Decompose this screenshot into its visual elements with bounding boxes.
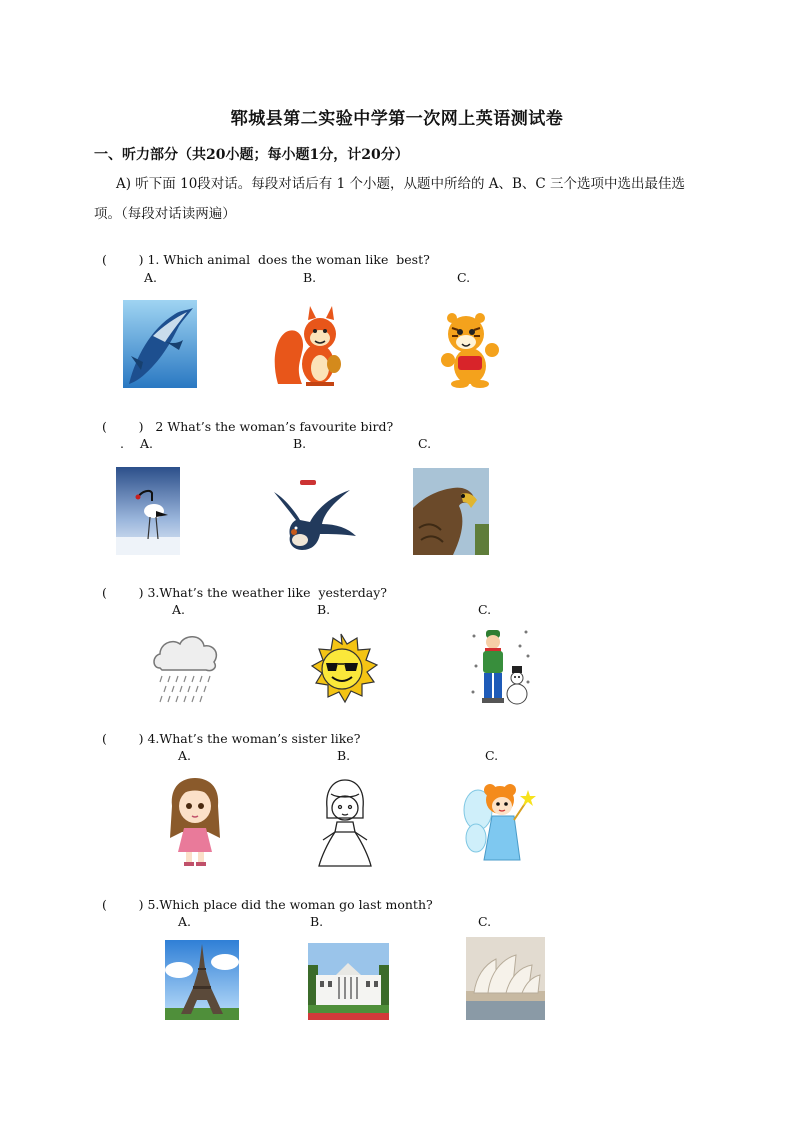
question-1	[94, 237, 430, 267]
q5-option-b-label: B.	[310, 914, 324, 929]
tiger-icon	[432, 310, 506, 388]
q2-option-c-label: C.	[418, 436, 432, 451]
question-4-text: 4.What’s the woman’s sister like?	[147, 731, 361, 746]
swallow-icon	[266, 478, 358, 554]
question-1-text: 1. Which animal does the woman like best?	[147, 252, 430, 267]
fairy-icon	[460, 776, 540, 868]
crane-picture[interactable]	[116, 467, 180, 555]
short-hair-girl-picture[interactable]	[313, 778, 377, 868]
q2-prefix-dot: .	[120, 436, 124, 451]
question-5-text: 5.Which place did the woman go last month?	[147, 897, 433, 912]
snowy-picture[interactable]	[470, 626, 532, 708]
dolphin-picture[interactable]	[123, 300, 197, 388]
eagle-picture[interactable]	[413, 468, 489, 555]
instruction-text-1: A) 听下面 10段对话。每段对话后有 1 个小题，从题中所给的 A、B、C 三个选项中选出最佳选	[116, 176, 686, 192]
instruction-line-1	[94, 169, 704, 199]
sunny-picture[interactable]	[302, 633, 380, 707]
q4-option-a-label: A.	[178, 748, 192, 763]
squirrel-icon	[272, 304, 346, 388]
q5-option-c-label: C.	[478, 914, 492, 929]
question-3-text: 3.What’s the weather like yesterday?	[147, 585, 387, 600]
q3-option-c-label: C.	[478, 602, 492, 617]
answer-bracket-5[interactable]: ( )	[101, 897, 144, 912]
eagle-icon	[413, 468, 489, 555]
question-2-text: 2 What’s the woman’s favourite bird?	[155, 419, 394, 434]
question-5	[94, 882, 433, 912]
sun-with-sunglasses-icon	[302, 633, 380, 707]
tiger-picture[interactable]	[432, 310, 506, 388]
q2-option-a-label: A.	[140, 436, 154, 451]
q4-option-b-label: B.	[337, 748, 351, 763]
short-hair-girl-outline-icon	[313, 778, 377, 868]
sydney-opera-house-picture[interactable]	[466, 937, 545, 1020]
snowman-boy-icon	[470, 626, 532, 708]
crane-icon	[116, 467, 180, 555]
fairy-picture[interactable]	[460, 776, 540, 868]
q4-option-c-label: C.	[485, 748, 499, 763]
q1-option-b-label: B.	[303, 270, 317, 285]
answer-bracket-2[interactable]: ( )	[101, 419, 144, 434]
rainy-picture[interactable]	[150, 632, 222, 708]
answer-bracket-3[interactable]: ( )	[101, 585, 144, 600]
q1-option-a-label: A.	[144, 270, 158, 285]
q2-option-b-label: B.	[293, 436, 307, 451]
white-house-picture[interactable]	[308, 943, 389, 1020]
question-4	[94, 716, 360, 746]
swallow-picture[interactable]	[266, 478, 358, 554]
instruction-line-2: 项。（每段对话读两遍）	[94, 206, 236, 222]
q5-option-a-label: A.	[178, 914, 192, 929]
q3-option-a-label: A.	[172, 602, 186, 617]
question-2	[94, 404, 393, 434]
sydney-opera-house-icon	[466, 937, 545, 1020]
q3-option-b-label: B.	[317, 602, 331, 617]
answer-bracket-4[interactable]: ( )	[101, 731, 144, 746]
section-heading: 一、听力部分（共20小题；每小题1分，计20分）	[94, 147, 409, 163]
long-hair-girl-picture[interactable]	[162, 776, 228, 868]
squirrel-picture[interactable]	[272, 304, 346, 388]
question-3	[94, 570, 387, 600]
q1-option-c-label: C.	[457, 270, 471, 285]
eiffel-tower-picture[interactable]	[165, 940, 239, 1020]
dolphin-icon	[123, 300, 197, 388]
answer-bracket-1[interactable]: ( )	[101, 252, 144, 267]
eiffel-tower-icon	[165, 940, 239, 1020]
white-house-icon	[308, 943, 389, 1020]
rain-cloud-icon	[150, 632, 222, 708]
page-title: 郓城县第二实验中学第一次网上英语测试卷	[230, 109, 564, 129]
long-hair-girl-icon	[162, 776, 228, 868]
